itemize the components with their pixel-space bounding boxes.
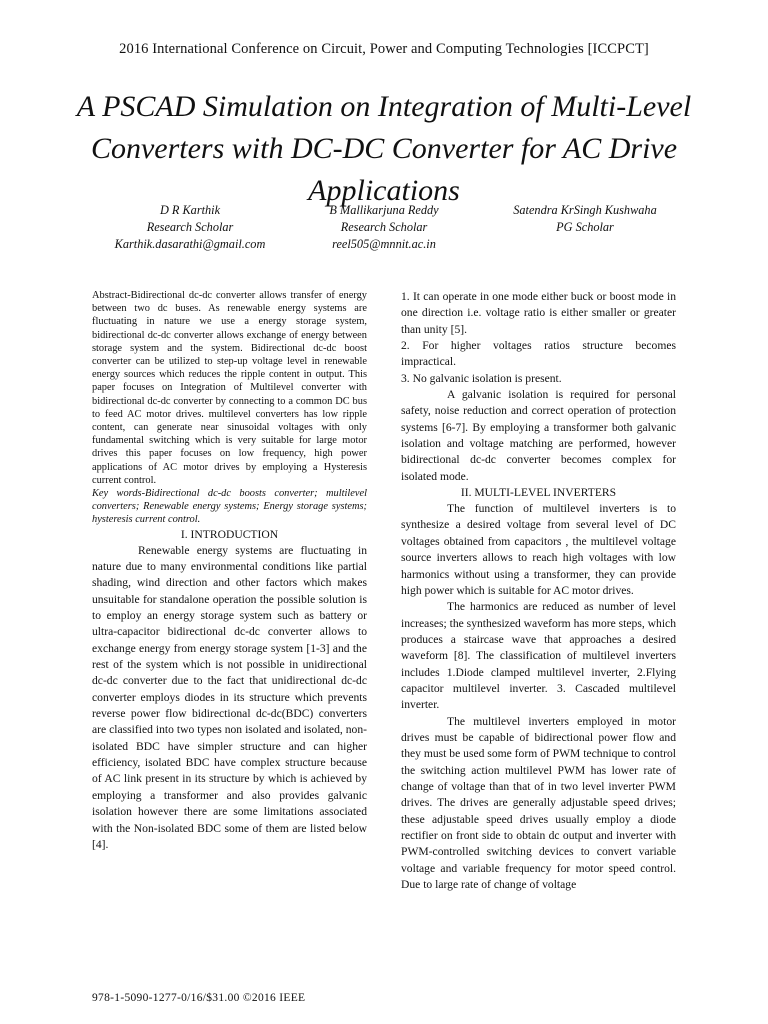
author-name: B Mallikarjuna Reddy — [329, 203, 439, 217]
list-item-3: 3. No galvanic isolation is present. — [401, 371, 562, 385]
author-email: reel505@mnnit.ac.in — [332, 237, 436, 251]
copyright-footer: 978-1-5090-1277-0/16/$31.00 ©2016 IEEE — [92, 992, 306, 1004]
list-item-2: 2. For higher voltages ratios structure becomes impractical. — [401, 339, 676, 369]
author-role: Research Scholar — [146, 220, 234, 234]
paper-title: A PSCAD Simulation on Integration of Multi-Level Converters with DC-DC Converter for AC Drive Applications — [76, 90, 692, 207]
author-block — [0, 202, 768, 262]
list-item-1: 1. It can operate in one mode either buck or boost mode in one direction i.e. voltage ratio is either smaller or greater than unity [5]. — [401, 290, 676, 336]
author-role: PG Scholar — [556, 220, 614, 234]
left-column — [92, 289, 367, 853]
galvanic-isolation-paragraph: A galvanic isolation is required for personal safety, noise reduction and correct operation of protection systems [6-7]. By employing a transformer both galvanic isolation and voltage matching are performed, however bidirectional dc-dc converter becomes complex for isolated mode. — [401, 388, 676, 483]
section-heading-introduction: I. INTRODUCTION — [180, 527, 279, 541]
right-column — [401, 289, 676, 893]
author-name: D R Karthik — [159, 203, 221, 217]
motor-drives-paragraph: The multilevel inverters employed in motor drives must be capable of bidirectional power flow and they must be used some form of PWM technique to control the switching action multilevel PWM has lower rate of change of voltage than that of in two level inverter PWM drives. The drives are generally adjustable speed drives; these adjustable speed drives usually employ a diode rectifier on front side to obtain dc output and inverter with PWM-controlled switching devices to convert variable voltage and variable frequency for motor speed control. Due to large rate of change of voltage — [401, 714, 676, 892]
author-2 — [274, 202, 494, 253]
function-paragraph: The function of multilevel inverters is to synthesize a desired voltage from several level of DC voltages obtained from capacitors , the multilevel voltage source inverters allows to reach high voltages with low harmonics without using a transformer, they can provide high power which is suitable for AC motor drives. — [401, 502, 676, 597]
harmonics-paragraph: The harmonics are reduced as number of level increases; the synthesized waveform has more steps, which produces a staircase wave that approaches a desired waveform [8]. The classification of multilevel inverters includes 1.Diode clamped multilevel inverter, 2.Flying capacitor multilevel inverter. 3. Cascaded multilevel inverter. — [401, 600, 676, 712]
author-1 — [80, 202, 300, 253]
section-heading-multilevel-inverters: II. MULTI-LEVEL INVERTERS — [460, 486, 617, 500]
author-role: Research Scholar — [340, 220, 428, 234]
keywords: Key words-Bidirectional dc-dc boosts converter; multilevel converters; Renewable energy systems; Energy storage systems; hysteresis current control. — [92, 488, 367, 526]
author-3 — [475, 202, 695, 236]
author-email: Karthik.dasarathi@gmail.com — [114, 237, 266, 251]
conference-header: 2016 International Conference on Circuit, Power and Computing Technologies [ICCPCT] — [119, 41, 649, 57]
author-name: Satendra KrSingh Kushwaha — [513, 203, 657, 217]
introduction-paragraph: Renewable energy systems are fluctuating in nature due to many environmental conditions like partial shading, wind direction and other factors which makes unsuitable for standalone operation the possible solution is to employ an energy storage system such as battery or ultra-capacitor bidirectional dc-dc converter allows to exchange energy from energy storage system [1-3] and the rest of the system which is not possible in unidirectional dc-dc converter due to the fact that unidirectional dc-dc converter employs diodes in its structure which prevents reverse power flow bidirectional dc-dc(BDC) converters are classified into two types non isolated and isolated, non-isolated BDC have simpler structure and can higher efficiency, isolated BDC have complex structure because of AC link present in its structure by which is achieved by employing a transformer and also provides galvanic isolation however there are some limitations associated with the Non-isolated BDC some of them are listed below [4]. — [92, 543, 367, 851]
abstract: Abstract-Bidirectional dc-dc converter allows transfer of energy between two dc buses. As renewable energy systems are fluctuating in nature we use a energy storage system, bidirectional dc-dc converter allows exchange of energy between storage system and the system. Bidirectional dc-dc boost converter can be utilized to step-up voltage level in renewable energy sources which reduces the ripple content in output. This paper focuses on Integration of Multilevel converter with bidirectional dc-dc converter by connecting to a common DC bus to feed AC motor drives. multilevel converters has low ripple content, can generate near sinusoidal voltages with only fundamental switching which is very suitable for large motor drives this paper focuses on low frequency, high power applications of AC motor drives by employing a Hysteresis current control. — [92, 290, 367, 486]
